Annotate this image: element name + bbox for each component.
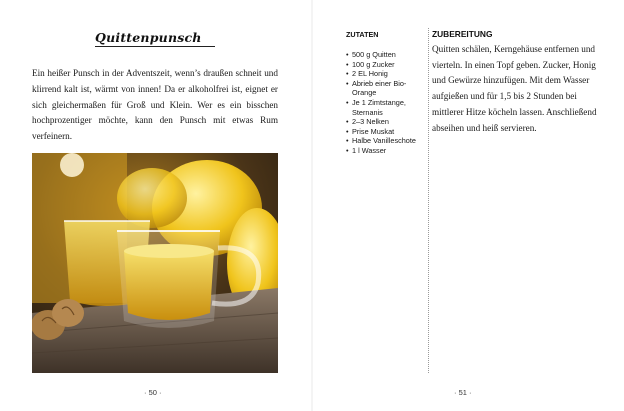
ingredients-list: [346, 50, 426, 156]
intro-paragraph: Ein heißer Punsch in der Adventszeit, wenn’s draußen schneit und klirrend kalt ist, wärmt von innen! Da er alkoholfrei ist, eignet er sich gleichermaßen für Groß und Klein. Wer es ein bisschen hochprozentiger möchte, kann den Punsch mit etwas Rum verfeinern.: [32, 68, 278, 142]
ingredient-item: • 100 g Zucker: [346, 60, 426, 70]
column-divider: [428, 28, 429, 373]
ingredient-item: • Prise Muskat: [346, 127, 426, 137]
quince-fruit: [117, 168, 187, 228]
walnut: [52, 299, 84, 327]
light-glare: [60, 153, 84, 177]
page-number-left: · 50 ·: [144, 388, 162, 397]
ingredient-item: • 2 EL Honig: [346, 69, 426, 79]
punch-surface: [124, 244, 214, 258]
ingredient-item: • Abrieb einer Bio-Orange: [346, 79, 426, 98]
ingredients-heading: ZUTATEN: [346, 30, 379, 39]
preparation-heading: ZUBEREITUNG: [432, 29, 493, 39]
ingredient-item: • Halbe Vanilleschote: [346, 136, 426, 146]
ingredient-item: • 500 g Quitten: [346, 50, 426, 60]
right-page: [312, 0, 624, 411]
punch-photo-illustration: [32, 153, 278, 373]
recipe-title: Quittenpunsch: [95, 30, 202, 45]
front-cup-punch: [124, 251, 214, 320]
ingredient-item: • 2–3 Nelken: [346, 117, 426, 127]
preparation-text: Quitten schälen, Kerngehäuse entfernen und vierteln. In einen Topf geben. Zucker, Honig und Gewürze hinzufügen. Mit dem Wasser aufgießen und für 1,5 bis 2 Stunden bei mittlerer Hitze köcheln lassen. Anschließend abseihen und heiß servieren.: [432, 44, 597, 133]
ingredient-item: • 1 l Wasser: [346, 146, 426, 156]
title-underline: [95, 46, 215, 47]
ingredient-item: • Je 1 Zimtstange, Sternanis: [346, 98, 426, 117]
page-number-right: · 51 ·: [454, 388, 472, 397]
punch-photo: [32, 153, 278, 373]
